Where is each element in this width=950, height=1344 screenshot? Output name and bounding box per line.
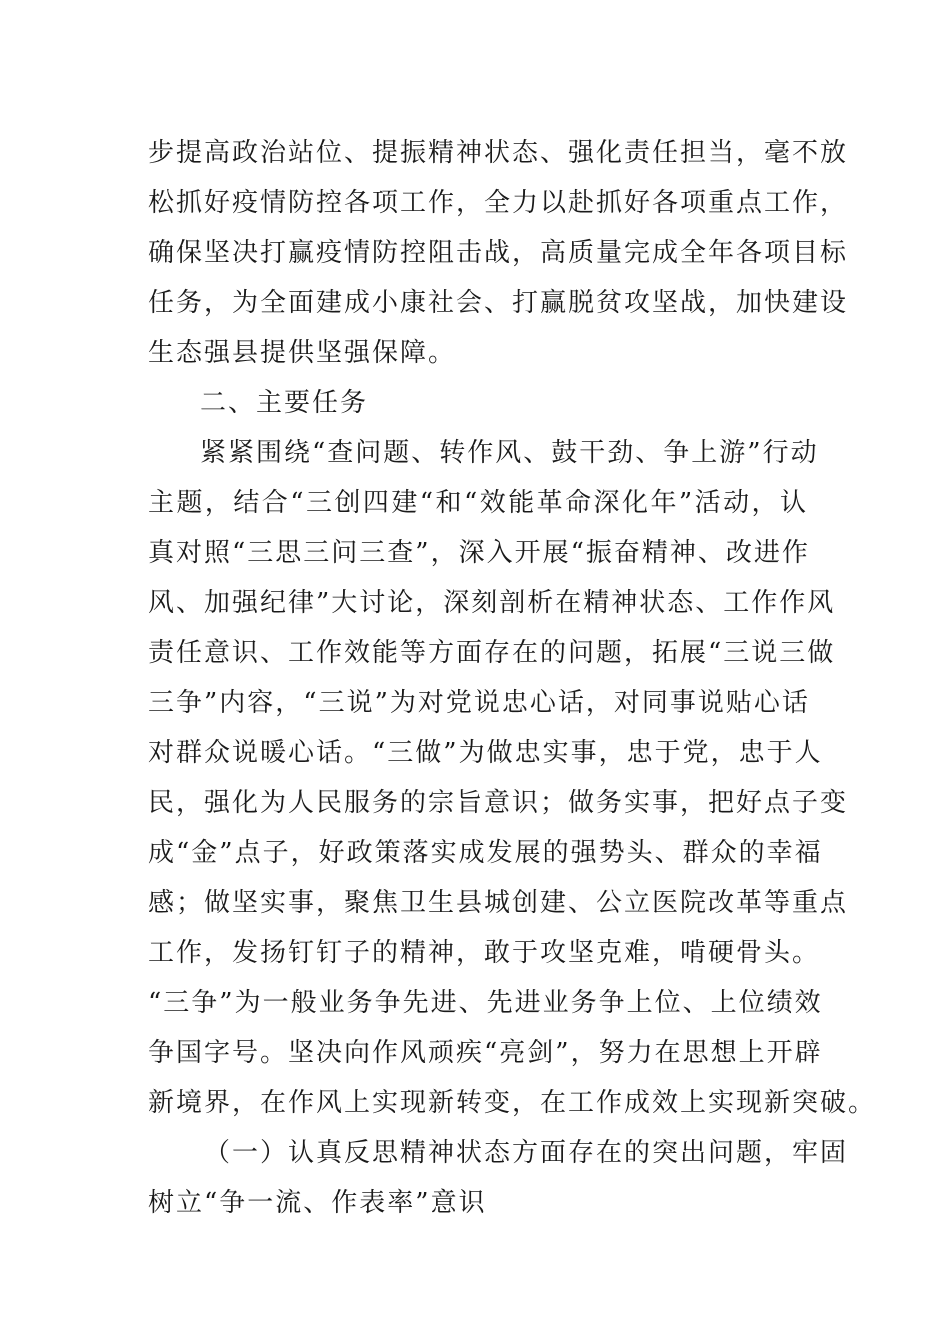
- paragraph-line: 责任意识、工作效能等方面存在的问题，拓展“三说三做: [148, 638, 836, 668]
- paragraph-line: 生态强县提供坚强保障。: [148, 338, 457, 368]
- paragraph-line: 对群众说暖心话。“三做”为做忠实事，忠于党，忠于人: [148, 738, 823, 768]
- paragraph-line: 松抓好疫情防控各项工作，全力以赴抓好各项重点工作，: [148, 188, 849, 218]
- paragraph-line: 成“金”点子，好政策落实成发展的强势头、群众的幸福: [148, 838, 823, 868]
- paragraph-line: 步提高政治站位、提振精神状态、强化责任担当，毫不放: [148, 138, 849, 168]
- paragraph-line: “三争”为一般业务争先进、先进业务争上位、上位绩效: [148, 988, 823, 1018]
- paragraph-line: 紧紧围绕“查问题、转作风、鼓干劲、争上游”行动: [200, 438, 819, 468]
- paragraph-line: 工作，发扬钉钉子的精神，敢于攻坚克难，啃硬骨头。: [148, 938, 821, 968]
- document-body: [148, 128, 877, 1228]
- paragraph-line: 民，强化为人民服务的宗旨意识；做务实事，把好点子变: [148, 788, 849, 818]
- paragraph-line: 任务，为全面建成小康社会、打赢脱贫攻坚战，加快建设: [148, 288, 849, 318]
- paragraph-line: 真对照“三思三问三查”，深入开展“振奋精神、改进作: [148, 538, 810, 568]
- paragraph-line: 主题，结合“三创四建“和“效能革命深化年”活动，认: [148, 488, 808, 518]
- paragraph-line: 风、加强纪律”大讨论，深刻剖析在精神状态、工作作风: [148, 588, 836, 618]
- subsection-heading: （一）认真反思精神状态方面存在的突出问题，牢固: [204, 1138, 849, 1168]
- paragraph-line: 感；做坚实事，聚焦卫生县城创建、公立医院改革等重点: [148, 888, 849, 918]
- paragraph-line: 三争”内容，“三说”为对党说忠心话，对同事说贴心话: [148, 688, 810, 718]
- subsection-heading-continued: 树立“争一流、作表率”意识: [148, 1188, 487, 1218]
- paragraph-line: 确保坚决打赢疫情防控阻击战，高质量完成全年各项目标: [148, 238, 849, 268]
- paragraph-line: 争国字号。坚决向作风顽疾“亮剑”，努力在思想上开辟: [148, 1038, 823, 1068]
- section-heading: 二、主要任务: [200, 388, 369, 418]
- paragraph-line: 新境界，在作风上实现新转变，在工作成效上实现新突破。: [148, 1088, 877, 1118]
